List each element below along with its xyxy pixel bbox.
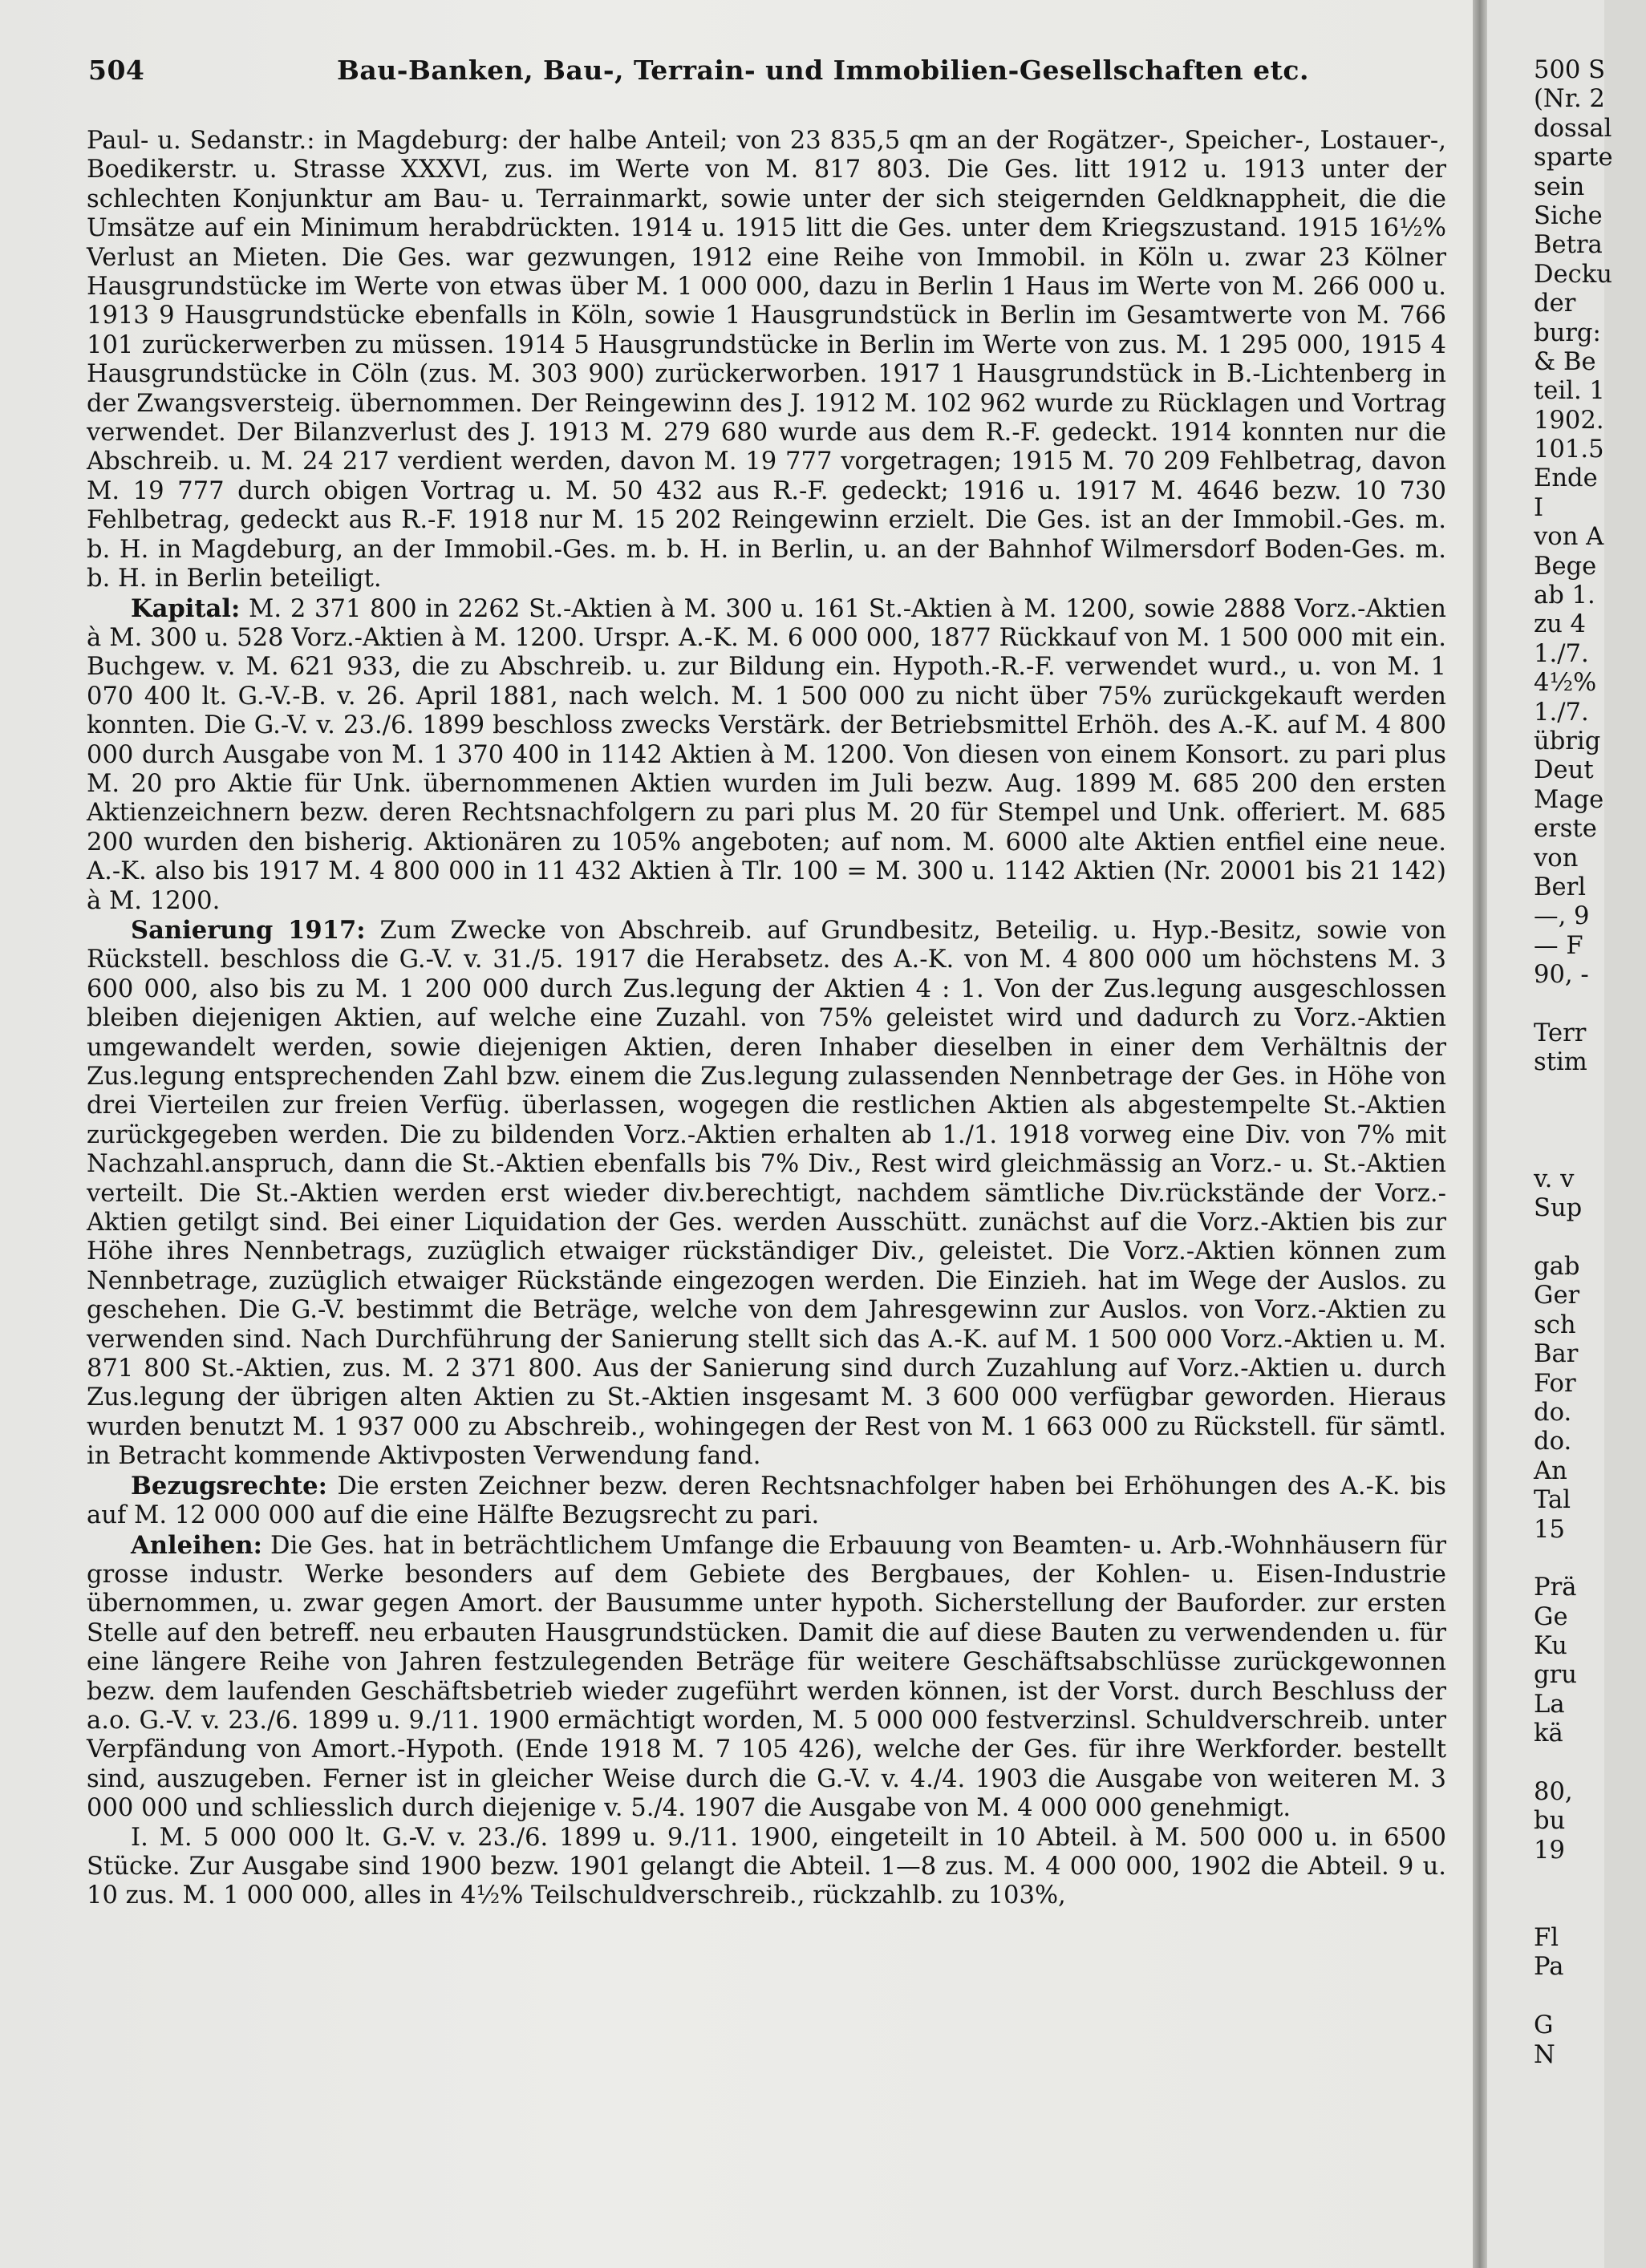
page-number: 504 [88, 55, 145, 86]
right-page-fragment: Pa [1534, 1953, 1564, 1982]
right-page-fragment: An [1534, 1456, 1567, 1485]
right-page-fragment: La [1534, 1690, 1565, 1719]
section-label-bezugsrechte: Bezugsrechte: [131, 1471, 327, 1501]
right-page-fragment: Sup [1534, 1194, 1583, 1223]
right-page-fragment: gab [1534, 1253, 1580, 1282]
right-page-fragment: —, 9 [1534, 902, 1590, 931]
section-text-anleihen: Die Ges. hat in beträchtlichem Umfange die Erbauung von Beamten- u. Arb.-Wohnhäusern für grosse industr. Werke besonders auf dem Gebiete des Bergbaues, der Kohlen- u. Eisen-Industrie übernommen, u. zwar gegen Amort. der Bausumme unter hypoth. Sicherstellung der Bauforder. zur ersten Stelle auf den betreff. neu erbauten Hausgrundstücken. Damit die auf diese Bauten zu verwendenden u. für eine längere Reihe von Jahren festzulegenden Beträge für weitere Geschäftsabschlüsse zurückgewonnen bezw. dem laufenden Geschäftsbetrieb wieder zugeführt werden können, ist der Vorst. durch Beschluss der a.o. G.-V. v. 23./6. 1899 u. 9./11. 1900 ermächtigt worden, M. 5 000 000 festverzinsl. Schuldverschreib. unter Verpfändung von Amort.-Hypoth. (Ende 1918 M. 7 105 426), welche der Ges. für ihre Werkforder. bestellt sind, auszugeben. Ferner ist in gleicher Weise durch die G.-V. v. 4./4. 1903 die Ausgabe von weiteren M. 3 000 000 und schliesslich durch diejenige v. 5./4. 1907 die Ausgabe von M. 4 000 000 genehmigt. [87, 1531, 1446, 1823]
right-page-fragment: Siche [1534, 201, 1603, 230]
right-page-fragment: Decku [1534, 260, 1613, 289]
right-page-fragment: kä [1534, 1719, 1563, 1748]
right-page-fragment: Ende [1534, 464, 1598, 493]
right-page-fragment [1534, 1865, 1646, 1894]
right-page-fragment: sparte [1534, 144, 1613, 172]
running-title: Bau-Banken, Bau-, Terrain- und Immobilien-Gesellschaften etc. [337, 55, 1309, 86]
right-page-fragment: 80, [1534, 1778, 1573, 1807]
right-page-fragment [1534, 1982, 1646, 2011]
right-page-fragment: burg: [1534, 318, 1601, 347]
right-page-fragment: — F [1534, 931, 1583, 960]
right-page-fragment: sein [1534, 172, 1585, 201]
right-page-fragment [1534, 1078, 1646, 1107]
right-page-fragment [1534, 1224, 1646, 1253]
right-page-fragment: stim [1534, 1048, 1587, 1077]
right-page-fragment: teil. 1 [1534, 377, 1605, 406]
section-text-sanierung: Zum Zwecke von Abschreib. auf Grundbesitz, Beteilig. u. Hyp.-Besitz, sowie von Rückstell. beschloss die G.-V. v. 31./5. 1917 die Herabsetz. des A.-K. von M. 4 800 000 um höchstens M. 3 600 000, also bis zu M. 1 200 000 durch Zus.legung der Aktien 4 : 1. Von der Zus.legung ausgeschlossen bleiben diejenigen Aktien, auf welche eine Zuzahl. von 75% geleistet wird und dadurch zu Vorz.-Aktien umgewandelt werden, sowie diejenigen Aktien, deren Inhaber dieselben in einer dem Verhältnis der Zus.legung entsprechenden Zahl bzw. einem die Zus.legung zulassenden Nennbetrage der Ges. in Höhe von drei Vierteilen zur freien Verfüg. überlassen, wogegen die restlichen Aktien als abgestempelte St.-Aktien zurückgegeben werden. Die zu bildenden Vorz.-Aktien erhalten ab 1./1. 1918 vorweg eine Div. von 7% mit Nachzahl.anspruch, dann die St.-Aktien ebenfalls bis 7% Div., Rest wird gleichmässig an Vorz.- u. St.-Aktien verteilt. Die St.-Aktien werden erst wieder div.berechtigt, nachdem sämtliche Div.rückstände der Vorz.-Aktien getilgt sind. Bei einer Liquidation der Ges. werden Ausschütt. zunächst auf die Vorz.-Aktien bis zur Höhe ihres Nennbetrags, zuzüglich etwaiger rückständiger Div., geleistet. Die Vorz.-Aktien können zum Nennbetrage, zuzüglich etwaiger Rückstände eingezogen werden. Die Einzieh. hat im Wege der Auslos. zu geschehen. Die G.-V. bestimmt die Beträge, welche von dem Jahresgewinn zur Auslos. von Vorz.-Aktien zu verwenden sind. Nach Durchführung der Sanierung stellt sich das A.-K. auf M. 1 500 000 Vorz.-Aktien u. M. 871 800 St.-Aktien, zus. M. 2 371 800. Aus der Sanierung sind durch Zuzahlung auf Vorz.-Aktien u. durch Zus.legung der übrigen alten Aktien zu St.-Aktien insgesamt M. 3 600 000 verfügbar geworden. Hieraus wurden benutzt M. 1 937 000 zu Abschreib., wohingegen der Rest von M. 1 663 000 zu Rückstell. für sämtl. in Betracht kommende Aktivposten Verwendung fand. [87, 916, 1446, 1471]
right-page-fragment: sch [1534, 1310, 1576, 1339]
right-page-fragment: Deut [1534, 756, 1594, 785]
section-kapital [87, 594, 1446, 916]
section-label-kapital: Kapital: [131, 593, 241, 623]
book-gutter [1473, 0, 1487, 2268]
right-page-fragment: Bege [1534, 552, 1597, 581]
right-page-fragment [1534, 1545, 1646, 1573]
right-page-fragment: 1./7. [1534, 639, 1589, 668]
section-label-sanierung: Sanierung 1917: [131, 915, 366, 945]
right-page-fragment: dossal [1534, 114, 1612, 143]
right-page-fragment: Terr [1534, 1019, 1587, 1047]
section-text-kapital: M. 2 371 800 in 2262 St.-Aktien à M. 300 u. 161 St.-Aktien à M. 1200, sowie 2888 Vorz.-Aktien à M. 300 u. 528 Vorz.-Aktien à M. 1200. Urspr. A.-K. M. 6 000 000, 1877 Rückkauf von M. 1 500 000 mit ein. Buchgew. v. M. 621 933, die zu Abschreib. u. zur Bildung ein. Hypoth.-R.-F. verwendet wurd., u. von M. 1 070 400 lt. G.-V.-B. v. 26. April 1881, nach welch. M. 1 500 000 zu nicht über 75% zurückgekauft werden konnten. Die G.-V. v. 23./6. 1899 beschloss zwecks Verstärk. der Betriebsmittel Erhöh. des A.-K. auf M. 4 800 000 durch Ausgabe von M. 1 370 400 in 1142 Aktien à M. 1200. Von diesen von einem Konsort. zu pari plus M. 20 pro Aktie für Unk. übernommenen Aktien wurden im Juli bezw. Aug. 1899 M. 685 200 den ersten Aktienzeichnern bezw. deren Rechtsnachfolgern zu pari plus M. 20 für Stempel und Unk. offeriert. M. 685 200 wurden den bisherig. Aktionären zu 105% angeboten; auf nom. M. 6000 alte Aktien entfiel eine neue. A.-K. also bis 1917 M. 4 800 000 in 11 432 Aktien à Tlr. 100 = M. 300 u. 1142 Aktien (Nr. 20001 bis 21 142) à M. 1200. [87, 594, 1446, 915]
section-text-bezugsrechte: Die ersten Zeichner bezw. deren Rechtsnachfolger haben bei Erhöhungen des A.-K. bis auf M. 12 000 000 auf die eine Hälfte Bezugsrecht zu pari. [87, 1472, 1446, 1530]
right-page-fragment: von [1534, 844, 1579, 873]
right-page-fragment: I [1534, 493, 1544, 522]
right-page-fragment: Bar [1534, 1340, 1579, 1369]
section-sanierung [87, 916, 1446, 1472]
right-page-fragment: 1./7. [1534, 698, 1589, 727]
right-page-fragment [1534, 990, 1646, 1019]
right-page-fragment: v. v [1534, 1164, 1575, 1193]
paragraph-loan-i: I. M. 5 000 000 lt. G.-V. v. 23./6. 1899 u. 9./11. 1900, eingeteilt in 10 Abteil. à M. 500 000 u. in 6500 Stücke. Zur Ausgabe sind 1900 bezw. 1901 gelangt die Abteil. 1—8 zus. M. 4 000 000, 1902 die Abteil. 9 u. 10 zus. M. 1 000 000, alles in 4½% Teilschuldverschreib., rückzahlb. zu 103%, [87, 1823, 1446, 1910]
right-page-fragment: der [1534, 290, 1576, 318]
right-page-fragment: 500 S [1534, 56, 1606, 84]
right-page-fragment: Fl [1534, 1924, 1559, 1952]
right-page-fragment [1534, 1136, 1646, 1164]
right-page-fragment: Ge [1534, 1602, 1568, 1631]
right-page-fragment: Mage [1534, 785, 1604, 814]
right-page-fragment: Betra [1534, 231, 1603, 260]
right-page-fragment: For [1534, 1369, 1576, 1398]
right-page-fragment: 4½% [1534, 669, 1597, 698]
book-page-right-edge [1487, 0, 1613, 2268]
right-page-fragment [1534, 1749, 1646, 1778]
right-page-fragment: (Nr. 2 [1534, 85, 1605, 114]
right-page-fragment: N [1534, 2040, 1555, 2069]
right-page-fragment: Prä [1534, 1573, 1577, 1602]
page-header [88, 55, 1452, 99]
right-page-fragment: G [1534, 2011, 1554, 2040]
right-page-fragment: Ger [1534, 1282, 1580, 1310]
right-page-fragment: & Be [1534, 347, 1596, 376]
right-page-fragment: gru [1534, 1661, 1577, 1690]
right-page-fragment: zu 4 [1534, 610, 1587, 639]
right-page-fragment: bu [1534, 1807, 1566, 1836]
right-page-text-fragments [1534, 56, 1646, 2070]
right-page-fragment: 90, - [1534, 961, 1589, 990]
right-page-fragment: Berl [1534, 873, 1586, 901]
right-page-fragment: Ku [1534, 1632, 1567, 1661]
right-page-fragment: 19 [1534, 1836, 1565, 1865]
right-page-fragment: 15 [1534, 1515, 1565, 1544]
right-page-fragment: übrig [1534, 727, 1601, 755]
right-page-fragment: 1902. [1534, 406, 1604, 435]
section-label-anleihen: Anleihen: [131, 1530, 262, 1560]
right-page-fragment: ab 1. [1534, 581, 1595, 610]
body-text [87, 127, 1446, 1911]
section-bezugsrechte [87, 1472, 1446, 1531]
right-page-fragment [1534, 1107, 1646, 1136]
right-page-fragment [1534, 1895, 1646, 1924]
right-page-fragment: 101.5 [1534, 435, 1604, 464]
right-page-fragment: Tal [1534, 1486, 1571, 1515]
right-page-fragment: von A [1534, 523, 1604, 552]
right-page-fragment: erste [1534, 815, 1597, 844]
right-page-fragment: do. [1534, 1428, 1572, 1456]
section-anleihen [87, 1531, 1446, 1824]
paragraph-properties: Paul- u. Sedanstr.: in Magdeburg: der halbe Anteil; von 23 835,5 qm an der Rogätzer-, Speicher-, Lostauer-, Boedikerstr. u. Strasse XXXVI, zus. im Werte von M. 817 803. Die Ges. litt 1912 u. 1913 unter der schlechten Konjunktur am Bau- u. Terrainmarkt, sowie unter der sich steigernden Geldknappheit, die die Umsätze auf ein Minimum herabdrückten. 1914 u. 1915 litt die Ges. unter dem Kriegszustand. 1915 16½% Verlust an Mieten. Die Ges. war gezwungen, 1912 eine Reihe von Immobil. in Köln u. zwar 23 Kölner Hausgrundstücke im Werte von etwas über M. 1 000 000, dazu in Berlin 1 Haus im Werte von M. 266 000 u. 1913 9 Hausgrundstücke ebenfalls in Köln, sowie 1 Hausgrundstück in Berlin im Gesamtwerte von M. 766 101 zurückerwerben zu müssen. 1914 5 Hausgrundstücke in Berlin im Werte von zus. M. 1 295 000, 1915 4 Hausgrundstücke in Cöln (zus. M. 303 900) zurückerworben. 1917 1 Hausgrundstück in B.-Lichtenberg in der Zwangsversteig. übernommen. Der Reingewinn des J. 1912 M. 102 962 wurde zu Rücklagen und Vortrag verwendet. Der Bilanzverlust des J. 1913 M. 279 680 wurde aus dem R.-F. gedeckt. 1914 konnten nur die Abschreib. u. M. 24 217 verdient werden, davon M. 19 777 vorgetragen; 1915 M. 70 209 Fehlbetrag, davon M. 19 777 durch obigen Vortrag u. M. 50 432 aus R.-F. gedeckt; 1916 u. 1917 M. 4646 bezw. 10 730 Fehlbetrag, gedeckt aus R.-F. 1918 nur M. 15 202 Reingewinn erzielt. Die Ges. ist an der Immobil.-Ges. m. b. H. in Magdeburg, an der Immobil.-Ges. m. b. H. in Berlin, u. an der Bahnhof Wilmersdorf Boden-Ges. m. b. H. in Berlin beteiligt. [87, 127, 1446, 593]
right-page-fragment: do. [1534, 1398, 1572, 1427]
